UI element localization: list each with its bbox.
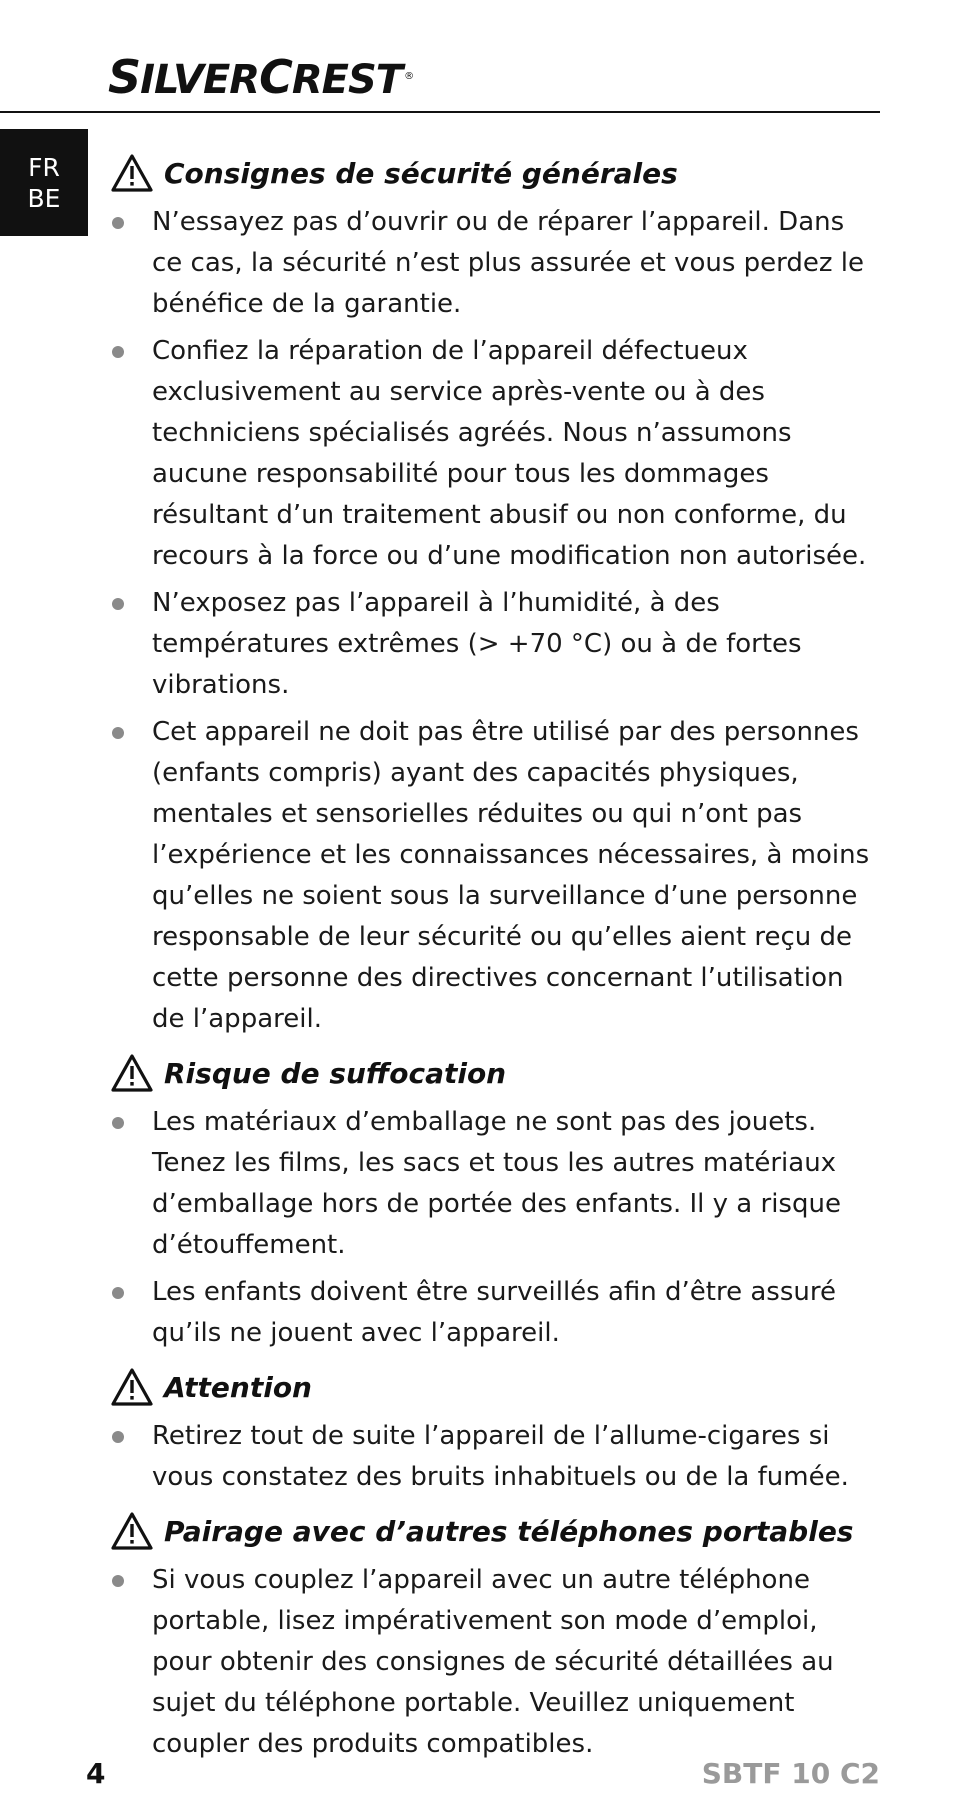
page-number: 4 <box>86 1757 106 1790</box>
list-item-text: N’essayez pas d’ouvrir ou de réparer l’appareil. Dans ce cas, la sécurité n’est plus assurée et vous perdez le bénéfice de la garantie. <box>152 207 865 319</box>
bullet-dot-icon <box>112 1117 124 1129</box>
bullet-list <box>110 1560 870 1765</box>
section-title: Consignes de sécurité générales <box>164 156 678 190</box>
bullet-dot-icon <box>112 1575 124 1587</box>
warning-triangle-icon <box>110 1367 154 1407</box>
bullet-dot-icon <box>112 1287 124 1299</box>
list-item <box>110 1560 870 1765</box>
bullet-list <box>110 1102 870 1354</box>
language-tab <box>0 129 88 236</box>
bullet-list <box>110 202 870 1040</box>
section-heading <box>110 1050 870 1096</box>
list-item <box>110 331 870 577</box>
list-item <box>110 202 870 325</box>
list-item-text: Confiez la réparation de l’appareil défectueux exclusivement au service après-vente ou à des techniciens spécialisés agréés. Nous n’assumons aucune responsabilité pour tous les dommages résultant d’un traitement abusif ou non conforme, du recours à la force ou d’une modification non autorisée. <box>152 336 867 571</box>
list-item <box>110 1102 870 1266</box>
section-heading <box>110 150 870 196</box>
section-title: Risque de suffocation <box>164 1056 507 1090</box>
bullet-dot-icon <box>112 598 124 610</box>
header-divider <box>0 111 880 113</box>
brand-letter-s: S <box>108 50 141 104</box>
brand-letter-c: C <box>259 50 292 104</box>
language-code-be: BE <box>27 183 61 213</box>
section-heading <box>110 1364 870 1410</box>
list-item <box>110 1272 870 1354</box>
section-heading <box>110 1508 870 1554</box>
section-general-safety <box>110 150 870 1040</box>
warning-triangle-icon <box>110 1053 154 1093</box>
section-pairing <box>110 1508 870 1765</box>
bullet-dot-icon <box>112 1431 124 1443</box>
list-item-text: Si vous couplez l’appareil avec un autre téléphone portable, lisez impérativement son mode d’emploi, pour obtenir des consignes de sécurité détaillées au sujet du téléphone portable. Veuillez uniquement coupler des produits compatibles. <box>152 1565 834 1759</box>
list-item-text: Cet appareil ne doit pas être utilisé par des personnes (enfants compris) ayant des capacités physiques, mentales et sensorielles réduites ou qui n’ont pas l’expérience et les connaissances nécessaires, à moins qu’elles ne soient sous la surveillance d’une personne responsable de leur sécurité ou qu’elles aient reçu de cette personne des directives concernant l’utilisation de l’appareil. <box>152 717 870 1034</box>
list-item-text: Les matériaux d’emballage ne sont pas des jouets. Tenez les films, les sacs et tous les autres matériaux d’emballage hors de portée des enfants. Il y a risque d’étouffement. <box>152 1107 841 1260</box>
list-item-text: Retirez tout de suite l’appareil de l’allume-cigares si vous constatez des bruits inhabituels ou de la fumée. <box>152 1421 849 1492</box>
registered-mark: ® <box>404 70 414 82</box>
list-item <box>110 583 870 706</box>
bullet-dot-icon <box>112 217 124 229</box>
list-item-text: Les enfants doivent être surveillés afin d’être assuré qu’ils ne jouent avec l’appareil. <box>152 1277 836 1348</box>
section-attention <box>110 1364 870 1498</box>
brand-logo <box>108 50 413 104</box>
bullet-dot-icon <box>112 727 124 739</box>
language-code-fr: FR <box>28 152 60 182</box>
warning-triangle-icon <box>110 1511 154 1551</box>
list-item <box>110 1416 870 1498</box>
list-item <box>110 712 870 1040</box>
bullet-list <box>110 1416 870 1498</box>
brand-text-rest: REST <box>291 57 403 103</box>
section-suffocation-risk <box>110 1050 870 1354</box>
model-number: SBTF 10 C2 <box>701 1757 880 1790</box>
section-title: Attention <box>164 1370 312 1404</box>
warning-triangle-icon <box>110 153 154 193</box>
safety-content <box>110 150 870 1775</box>
bullet-dot-icon <box>112 346 124 358</box>
section-title: Pairage avec d’autres téléphones portables <box>164 1514 854 1548</box>
brand-text-ilver: ILVER <box>140 57 260 103</box>
list-item-text: N’exposez pas l’appareil à l’humidité, à des températures extrêmes (> +70 °C) ou à de fortes vibrations. <box>152 588 802 700</box>
